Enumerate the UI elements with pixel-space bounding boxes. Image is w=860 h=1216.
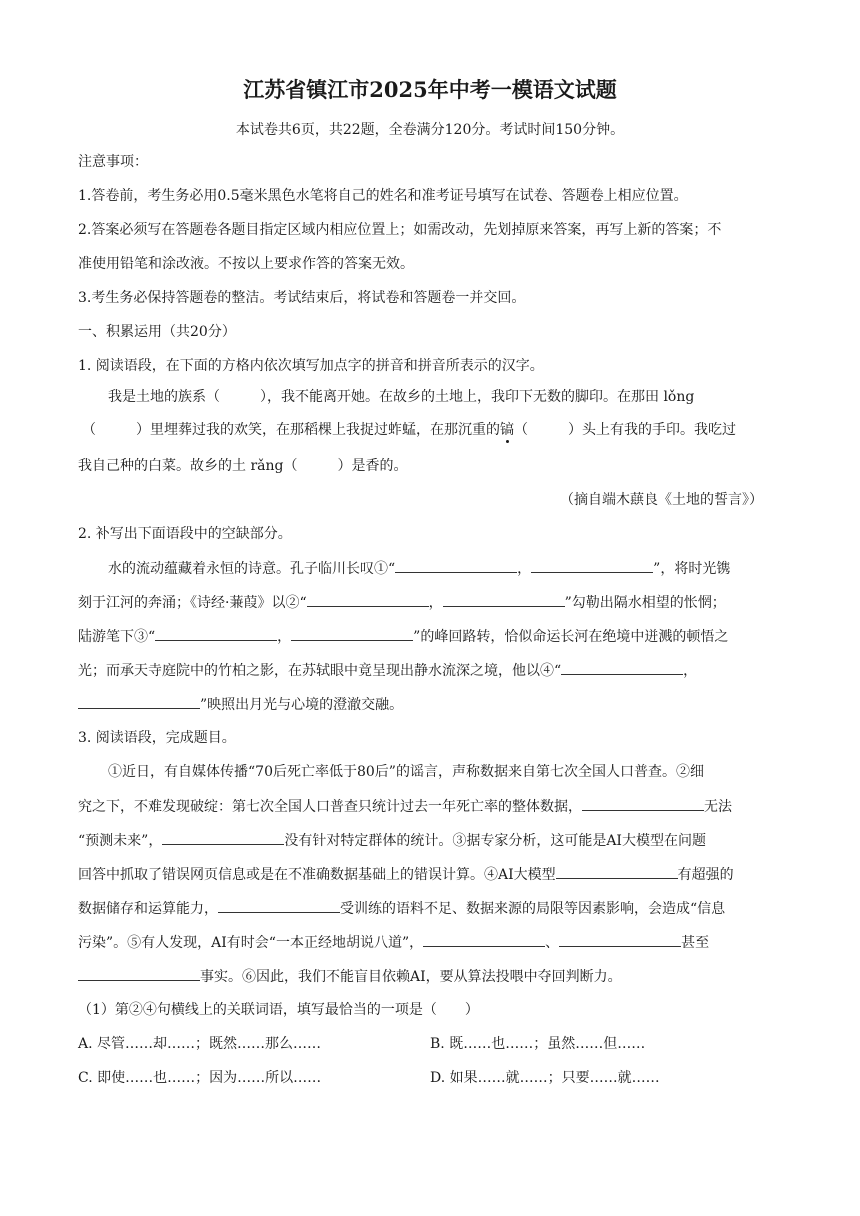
q1-text: ）里埋葬过我的欢笑，在那稻棵上我捉过蚱蜢，在那沉重的 [136, 422, 500, 438]
notice-item-1: 1.答卷前，考生务必用0.5毫米黑色水笔将自己的姓名和准考证号填写在试卷、答题卷上相应位置。 [78, 188, 688, 204]
option-b[interactable]: B. 既……也……；虽然……但…… [430, 1036, 646, 1052]
q1-text: 我自己种的白菜。故乡的土 rǎng（ [78, 458, 298, 474]
fill-blank[interactable] [531, 558, 653, 573]
q3-text: 数据储存和运算能力， [78, 901, 218, 917]
q3-text: 污染”。⑤有人发现，AI有时会“一本正经地胡说八道”， [78, 935, 424, 951]
q3-sub1-stem: （1）第②④句横线上的关联词语，填写最恰当的一项是（ ） [78, 1002, 479, 1018]
page-title: 江苏省镇江市2025年中考一模语文试题 [243, 77, 617, 102]
q3-line-6 [78, 932, 709, 953]
q2-line-3 [78, 626, 728, 647]
q1-stem: 1. 阅读语段，在下面的方格内依次填写加点字的拼音和拼音所表示的汉字。 [78, 358, 544, 374]
q3-text: 没有针对特定群体的统计。③据专家分析，这可能是AI大模型在问题 [284, 833, 706, 849]
option-c[interactable]: C. 即使……也……；因为……所以…… [78, 1070, 322, 1086]
q1-line-1 [108, 387, 694, 407]
q2-stem: 2. 补写出下面语段中的空缺部分。 [78, 526, 292, 542]
q2-text: ， [277, 629, 292, 645]
q2-line-5 [78, 694, 403, 715]
q3-line-1: ①近日，有自媒体传播“70后死亡率低于80后”的谣言，声称数据来自第七次全国人口普查。②细 [108, 764, 704, 780]
fill-blank[interactable] [423, 932, 545, 947]
q3-text: 受训练的语料不足、数据来源的局限等因素影响，会造成“信息 [340, 901, 726, 917]
q1-text: ）头上有我的手印。我吃过 [568, 422, 736, 438]
q3-line-4 [78, 864, 734, 885]
dotted-char: 镐 [500, 422, 514, 438]
q3-text: 甚至 [681, 935, 710, 951]
q3-line-3 [78, 830, 706, 851]
q1-text: （ [514, 422, 528, 438]
q2-text: ， [428, 595, 443, 611]
fill-blank[interactable] [559, 932, 681, 947]
q1-text: （ [82, 422, 96, 438]
notice-item-3: 3.考生务必保持答题卷的整洁。考试结束后，将试卷和答题卷一并交回。 [78, 290, 526, 306]
q2-text: ”的峰回路转，恰似命运长河在绝境中迸溅的顿悟之 [413, 629, 729, 645]
fill-blank[interactable] [218, 898, 340, 913]
q2-text: 光；而承天寺庭院中的竹柏之影，在苏轼眼中竟呈现出静水流深之境，他以④“ [78, 663, 562, 679]
q2-text: ， [683, 663, 698, 679]
q2-text: ”勾勒出隔水相望的怅惘； [564, 595, 726, 611]
option-d[interactable]: D. 如果……就……；只要……就…… [430, 1070, 660, 1086]
fill-blank[interactable] [582, 796, 704, 811]
fill-blank[interactable] [78, 966, 200, 981]
q1-line-3 [78, 456, 407, 476]
q3-text: 有超强的 [677, 867, 734, 883]
q2-line-4 [78, 660, 697, 681]
q1-line-2 [82, 420, 736, 440]
q2-line-1 [108, 558, 730, 579]
q3-text: 事实。⑥因此，我们不能盲目依赖AI，要从算法投喂中夺回判断力。 [200, 969, 622, 985]
q3-line-7 [78, 966, 622, 987]
q2-text: 水的流动蕴藏着永恒的诗意。孔子临川长叹①“ [108, 561, 396, 577]
section-1-heading: 一、积累运用（共20分） [78, 324, 236, 340]
fill-blank[interactable] [561, 660, 683, 675]
option-a[interactable]: A. 尽管……却……；既然……那么…… [78, 1036, 322, 1052]
notice-heading: 注意事项： [78, 154, 148, 170]
exam-info: 本试卷共6页，共22题，全卷满分120分。考试时间150分钟。 [235, 122, 625, 138]
q1-text: ），我不能离开她。在故乡的土地上，我印下无数的脚印。在那田 lǒng [260, 389, 695, 405]
q2-text: ”映照出月光与心境的澄澈交融。 [200, 697, 404, 713]
q2-text: 陆游笔下③“ [78, 629, 156, 645]
fill-blank[interactable] [307, 592, 429, 607]
fill-blank[interactable] [78, 694, 200, 709]
q3-stem: 3. 阅读语段，完成题目。 [78, 730, 236, 746]
fill-blank[interactable] [395, 558, 517, 573]
q1-source: （摘自端木蕻良《土地的誓言》） [560, 492, 763, 508]
fill-blank[interactable] [162, 830, 284, 845]
q2-text: ”，将时光镌 [653, 561, 731, 577]
q3-text: 无法 [704, 799, 732, 815]
notice-item-2-line-1: 2.答案必须写在答题卷各题目指定区域内相应位置上；如需改动，先划掉原来答案，再写上新的答案；不 [78, 222, 722, 238]
q3-text: 究之下，不难发现破绽：第七次全国人口普查只统计过去一年死亡率的整体数据， [78, 799, 582, 815]
q3-line-2 [78, 796, 732, 817]
q2-text: 刻于江河的奔涌；《诗经·蒹葭》以②“ [78, 595, 307, 611]
q1-text: ）是香的。 [337, 458, 408, 474]
fill-blank[interactable] [291, 626, 413, 641]
q3-text: 回答中抓取了错误网页信息或是在不准确数据基础上的错误计算。④AI大模型 [78, 867, 556, 883]
fill-blank[interactable] [155, 626, 277, 641]
fill-blank[interactable] [556, 864, 678, 879]
q3-line-5 [78, 898, 725, 919]
fill-blank[interactable] [443, 592, 565, 607]
q2-text: ， [517, 561, 532, 577]
q3-text: 、 [545, 935, 560, 951]
q2-line-2 [78, 592, 726, 613]
q1-text: 我是土地的族系（ [108, 389, 220, 405]
notice-item-2-line-2: 准使用铅笔和涂改液。不按以上要求作答的答案无效。 [78, 256, 414, 272]
q3-text: “预测未来”， [78, 833, 163, 849]
